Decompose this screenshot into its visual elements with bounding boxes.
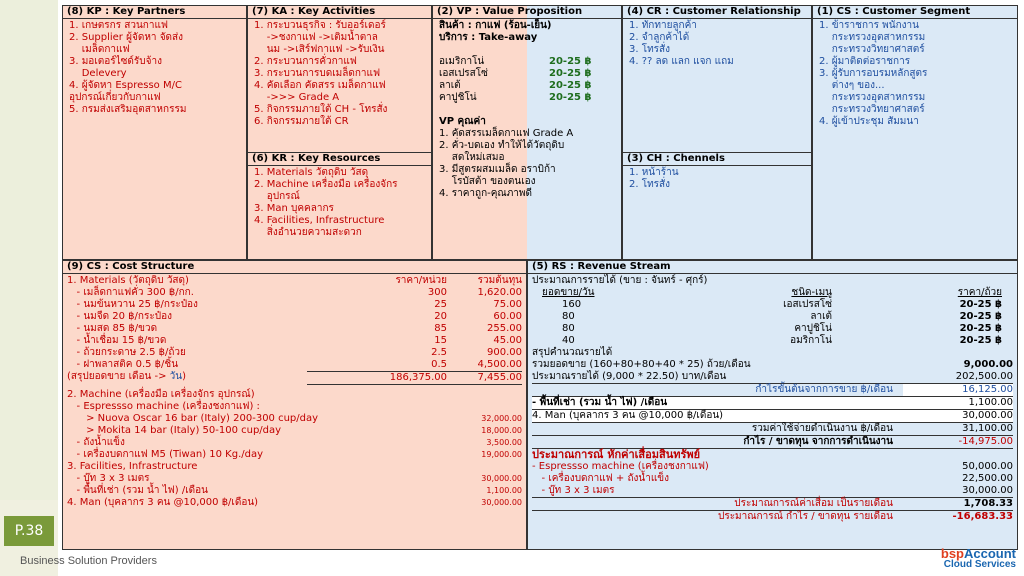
list-item: 2. ผู้มาติดต่อราชการ: [819, 56, 911, 67]
vp-price-value: 20-25 ฿: [549, 92, 592, 103]
rs-price: 20-25 ฿: [959, 311, 1002, 322]
cost-item-name: - Espressso machine (เครื่องชงกาแฟ) :: [67, 401, 260, 412]
list-item: 1. Materials วัตถุดิบ วัสดุ: [254, 167, 369, 178]
materials-row: [67, 347, 522, 359]
material-name: - ฝาพลาสติค 0.5 ฿/ชิ้น: [67, 359, 179, 370]
vp-price-row: [439, 80, 615, 92]
rs-menu-row: [532, 311, 1013, 323]
cost-structure-box: [62, 260, 527, 550]
materials-header: 1. Materials (วัตถุดิบ วัสดุ) ราคา/หน่วย รวมต้นทุน: [67, 275, 522, 286]
cost-item-value: 32,000.00: [481, 414, 522, 423]
material-price: 85: [434, 323, 447, 334]
vp-price-row: [439, 56, 615, 68]
list-item: 4. ผู้เข้าประชุม สัมมนา: [819, 116, 919, 127]
cost-row: [67, 473, 522, 485]
material-total: 4,500.00: [477, 359, 522, 370]
rs-price: 20-25 ฿: [959, 335, 1002, 346]
materials-row: [67, 287, 522, 299]
cost-item-value: 1,100.00: [486, 486, 522, 495]
rs-dep-row: [532, 461, 1013, 473]
key-activities-box: [247, 5, 432, 153]
rs-dep-list: [532, 461, 1013, 497]
cr-title: (4) CR : Customer Relationship: [623, 6, 811, 19]
list-item: 3. ผู้รับการอบรมหลักสูตร: [819, 68, 928, 79]
rs-col-headers: ยอดขาย/วัน ชนิด-เมนู ราคา/ถ้วย: [542, 287, 1002, 298]
list-item: 1. ข้าราชการ พนักงาน: [819, 20, 919, 31]
key-resources-box: [247, 152, 432, 260]
vp-price-name: ลาเต้: [439, 80, 461, 91]
cost-item-name: - ถังน้ำแข็ง: [67, 437, 125, 448]
list-item: สิ่งอำนวยความสะดวก: [254, 227, 362, 238]
dep-name: - Espressso machine (เครื่องชงกาแฟ): [532, 461, 709, 472]
kp-items: [63, 19, 246, 117]
list-item: 4. ผู้จัดหา Espresso M/C: [69, 80, 182, 91]
vp-price-name: คาปูชิโน่: [439, 92, 477, 103]
cost-item-value: 18,000.00: [481, 426, 522, 435]
materials-sum-row: (สรุปยอดขาย เดือน -> วัน) 186,375.00 7,455.00: [67, 371, 522, 383]
rs-menu-row: [532, 335, 1013, 347]
kr-title: (6) KR : Key Resources: [248, 153, 431, 166]
rs-menu-row: [532, 299, 1013, 311]
dep-name: - เครื่องบดกาแฟ + ถังน้ำแข็ง: [532, 473, 670, 484]
rs-final: ประมาณการณ์ กำไร / ขาดทุน รายเดือน -16,683.33: [532, 510, 1013, 523]
rs-sum1: รวมยอดขาย (160+80+80+40 * 25) ถ้วย/เดือน 9,000.00: [532, 359, 1013, 370]
key-partners-box: [62, 5, 247, 260]
material-name: - นมข้นหวาน 25 ฿/กระป๋อง: [67, 299, 198, 310]
rs-menu-row: [532, 323, 1013, 335]
cost-row: [67, 413, 522, 425]
cs-title: (1) CS : Customer Segment: [813, 6, 1017, 19]
footer-text: Business Solution Providers: [20, 555, 157, 567]
rs-man: 4. Man (บุคลากร 3 คน @10,000 ฿/เดือน) 30,000.00: [532, 410, 1013, 421]
facilities-list: [67, 473, 522, 497]
rs-qty: 80: [562, 323, 575, 334]
list-item: 3. มอเตอร์ไซด์รับจ้าง: [69, 56, 162, 67]
vp-price-name: เอสเปรสโซ่: [439, 68, 488, 79]
rs-price: 20-25 ฿: [959, 299, 1002, 310]
material-price: 15: [434, 335, 447, 346]
material-name: - นมจืด 20 ฿/กระป๋อง: [67, 311, 172, 322]
materials-row: [67, 311, 522, 323]
rs-menu: อมริกาโน่: [790, 335, 832, 346]
list-item: กระทรวงวิทยาศาสตร์: [819, 104, 925, 115]
materials-row: [67, 335, 522, 347]
rs-profit-head: กำไรขั้นต้นจากการขาย ฿/เดือน 16,125.00: [532, 383, 1013, 396]
rs-qty: 160: [562, 299, 582, 310]
cost-row: [67, 437, 522, 449]
vp-price-row: [439, 68, 615, 80]
material-total: 45.00: [493, 335, 522, 346]
list-item: 4. Facilities, Infrastructure: [254, 215, 385, 226]
material-total: 255.00: [487, 323, 522, 334]
cost-row: [67, 485, 522, 497]
list-item: ->>> Grade A: [254, 92, 340, 103]
rs-sum2: ประมาณรายได้ (9,000 * 22.50) บาท/เดือน 202,500.00: [532, 371, 1013, 382]
materials-row: [67, 299, 522, 311]
cost-item-name: - บู๊ท 3 x 3 เมตร: [67, 473, 150, 484]
kr-items: [248, 166, 431, 240]
rs-dep-row: [532, 485, 1013, 497]
rs-menu-rows: [532, 299, 1013, 347]
vp-price-value: 20-25 ฿: [549, 56, 592, 67]
cost-item-name: > Mokita 14 bar (Italy) 50-100 cup/day: [67, 425, 282, 436]
vp-price-list: [439, 56, 615, 104]
dep-name: - บู๊ท 3 x 3 เมตร: [532, 485, 615, 496]
list-item: สดใหม่เสมอ: [439, 152, 505, 163]
list-item: 1. หน้าร้าน: [629, 167, 679, 178]
kp-title: (8) KP : Key Partners: [63, 6, 246, 19]
list-item: 5. กิจกรรมภายใต้ CH - โทรสั่ง: [254, 104, 388, 115]
ch-items: [623, 166, 811, 192]
value-proposition-box: [432, 5, 622, 260]
list-item: 1. เกษตรกร สวนกาแฟ: [69, 20, 169, 31]
materials-row: [67, 359, 522, 371]
rs-price: 20-25 ฿: [959, 323, 1002, 334]
list-item: 2. Machine เครื่องมือ เครื่องจักร: [254, 179, 398, 190]
list-item: Delevery: [69, 68, 127, 79]
rs-dep-title: ประมาณการณ์ หักค่าเสื่อมสินทรัพย์: [532, 448, 1013, 461]
list-item: ต่างๆ ของ...: [819, 80, 885, 91]
material-total: 60.00: [493, 311, 522, 322]
materials-row: [67, 323, 522, 335]
list-item: 5. กรมส่งเสริมอุตสาหกรรม: [69, 104, 187, 115]
list-item: โรบัสต้า ของตนเอง: [439, 176, 536, 187]
rs-intro: ประมาณการรายได้ (ขาย : จันทร์ - ศุกร์): [532, 275, 708, 286]
vp-price-name: อเมริกาโน่: [439, 56, 485, 67]
customer-segment-box: [812, 5, 1018, 260]
rs-qty: 40: [562, 335, 575, 346]
vp-price-row: [439, 92, 615, 104]
facilities-header: 3. Facilities, Infrastructure: [67, 461, 198, 472]
rs-qty: 80: [562, 311, 575, 322]
ch-title: (3) CH : Chennels: [623, 153, 811, 166]
material-price: 2.5: [431, 347, 447, 358]
vp-title: (2) VP : Value Proposition: [433, 6, 621, 19]
rs-dep-row: [532, 473, 1013, 485]
customer-relationship-box: [622, 5, 812, 153]
list-item: กระทรวงวิทยาศาสตร์: [819, 44, 925, 55]
list-item: เมล็ดกาแฟ: [69, 44, 130, 55]
cr-items: [623, 19, 811, 69]
list-item: 2. คั่ว-บดเอง ทำให้ได้วัตถุดิบ: [439, 140, 565, 151]
rs-rent: - พื้นที่เช่า (รวม น้ำ ไฟ) /เดือน 1,100.00: [532, 397, 1013, 408]
list-item: 6. กิจกรรมภายใต้ CR: [254, 116, 349, 127]
list-item: 4. ราคาถูก-คุณภาพดี: [439, 188, 532, 199]
sidebar-strip: [0, 0, 58, 500]
vp-quality-list: [439, 128, 615, 200]
list-item: ->ชงกาแฟ ->เติมน้ำตาล: [254, 32, 378, 43]
cs-items: [813, 19, 1017, 129]
cost-item-value: 30,000.00: [481, 474, 522, 483]
material-price: 25: [434, 299, 447, 310]
cost-item-name: > Nuova Oscar 16 bar (Italy) 200-300 cup/day: [67, 413, 319, 424]
list-item: 1. กระบวนธุรกิจ : รับออร์เดอร์: [254, 20, 386, 31]
ka-title: (7) KA : Key Activities: [248, 6, 431, 19]
cost-row: [67, 425, 522, 437]
rs-menu: คาปูชิโน่: [794, 323, 832, 334]
machine-list: [67, 401, 522, 461]
channels-box: [622, 152, 812, 260]
revenue-stream-box: [527, 260, 1018, 550]
cost-row: [67, 401, 522, 413]
list-item: 1. คัดสรรเมล็ดกาแฟ Grade A: [439, 128, 574, 139]
list-item: 4. คัดเลือก คัดสรร เมล็ดกาแฟ: [254, 80, 386, 91]
dep-value: 30,000.00: [962, 485, 1013, 496]
material-total: 900.00: [487, 347, 522, 358]
list-item: 2. Supplier ผู้จัดหา จัดส่ง: [69, 32, 184, 43]
list-item: กระทรวงอุตสาหกรรม: [819, 92, 926, 103]
cost-item-name: - พื้นที่เช่า (รวม น้ำ ไฟ) /เดือน: [67, 485, 208, 496]
material-total: 75.00: [493, 299, 522, 310]
rs-title: (5) RS : Revenue Stream: [528, 261, 1017, 274]
cost-item-value: 19,000.00: [481, 450, 522, 459]
cost-title: (9) CS : Cost Structure: [63, 261, 526, 274]
rs-summary-title: สรุปคำนวณรายได้: [532, 347, 613, 358]
list-item: อุปกรณ์เกี่ยวกับกาแฟ: [69, 92, 161, 103]
ka-items: [248, 19, 431, 129]
rs-opex: รวมค่าใช้จ่ายดำเนินงาน ฿/เดือน 31,100.00: [532, 422, 1013, 435]
vp-product: สินค้า : กาแฟ (ร้อน-เย็น): [439, 20, 552, 31]
dep-value: 22,500.00: [962, 473, 1013, 484]
vp-service: บริการ : Take-away: [439, 32, 538, 43]
machine-header: 2. Machine (เครื่องมือ เครื่องจักร อุปกรณ์): [67, 389, 255, 400]
list-item: นม ->เสิร์ฟกาแฟ ->รับเงิน: [254, 44, 385, 55]
material-name: - เมล็ดกาแฟคั่ว 300 ฿/กก.: [67, 287, 194, 298]
list-item: กระทรวงอุตสาหกรรม: [819, 32, 926, 43]
list-item: 3. Man บุคคลากร: [254, 203, 334, 214]
list-item: 3. โทรสั่ง: [629, 44, 671, 55]
material-price: 20: [434, 311, 447, 322]
vp-price-value: 20-25 ฿: [549, 68, 592, 79]
company-logo: bspAccount Cloud Services: [940, 546, 1016, 570]
vp-quality-title: VP คุณค่า: [439, 116, 486, 127]
list-item: 4. ?? ลด แลก แจก แถม: [629, 56, 734, 67]
material-price: 300: [427, 287, 447, 298]
list-item: 2. โทรสั่ง: [629, 179, 671, 190]
page-number-tag: P.38: [4, 516, 54, 546]
rs-menu: เอสเปรสโซ่: [783, 299, 832, 310]
cost-item-value: 3,500.00: [486, 438, 522, 447]
rs-menu: ลาเต้: [810, 311, 832, 322]
rs-dep-month: ประมาณการณ์ค่าเสื่อม เป็นรายเดือน 1,708.33: [532, 497, 1013, 510]
list-item: 3. กระบวนการบดเมล็ดกาแฟ: [254, 68, 381, 79]
dep-value: 50,000.00: [962, 461, 1013, 472]
list-item: 2. กระบวนการคั่วกาแฟ: [254, 56, 357, 67]
material-total: 1,620.00: [477, 287, 522, 298]
man-row: 4. Man (บุคลากร 3 คน @10,000 ฿/เดือน) 30,000.00: [67, 497, 522, 508]
material-name: - น้ำเชื่อม 15 ฿/ขวด: [67, 335, 167, 346]
list-item: 1. ทักทายลูกค้า: [629, 20, 697, 31]
cost-item-value: [382, 401, 522, 413]
cost-item-name: - เครื่องบดกาแฟ M5 (Tiwan) 10 Kg./day: [67, 449, 264, 460]
cost-row: [67, 449, 522, 461]
material-name: - นมสด 85 ฿/ขวด: [67, 323, 158, 334]
rs-pl: กำไร / ขาดทุน จากการดำเนินงาน -14,975.00: [532, 435, 1013, 448]
materials-list: [67, 287, 522, 371]
list-item: อุปกรณ์: [254, 191, 300, 202]
list-item: 3. มีสูตรผสมเมล็ด อราบิก้า: [439, 164, 556, 175]
material-name: - ถ้วยกระดาษ 2.5 ฿/ถ้วย: [67, 347, 186, 358]
list-item: 2. จำลูกค้าได้: [629, 32, 690, 43]
vp-price-value: 20-25 ฿: [549, 80, 592, 91]
material-price: 0.5: [431, 359, 447, 370]
